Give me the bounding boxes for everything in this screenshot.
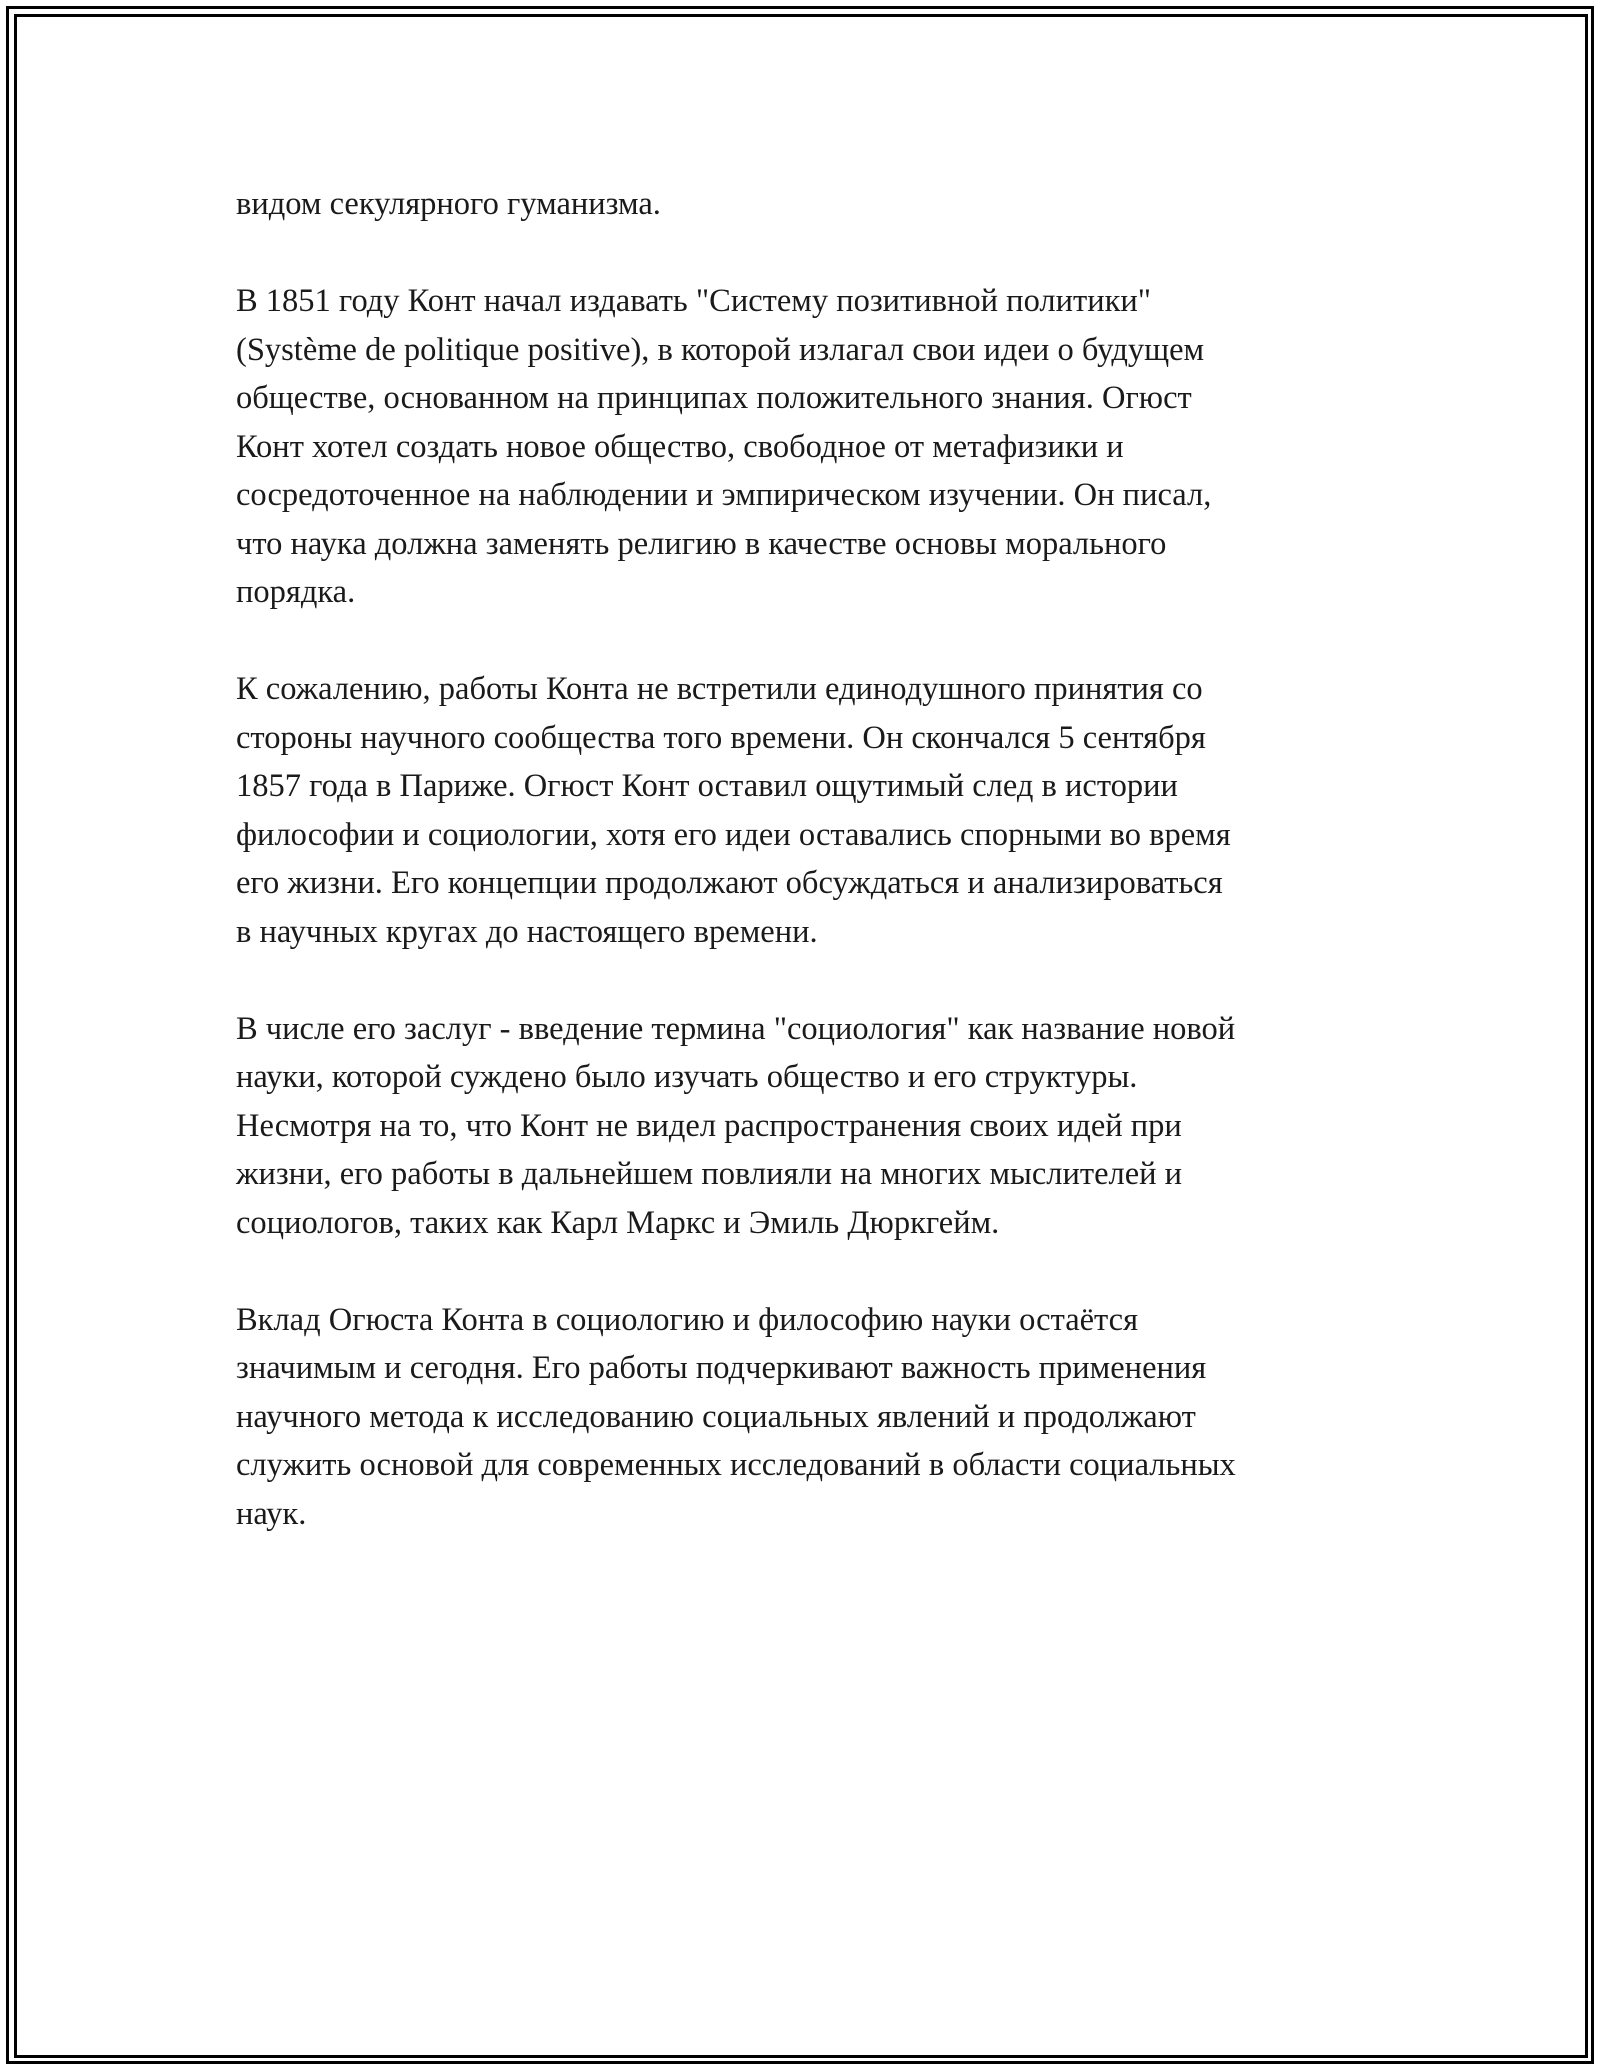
- paragraph-2: В 1851 году Конт начал издавать "Систему позитивной политики" (Système de politique positive), в которой излагал свои идеи о будущем обществе, основанном на принципах положительного знания. Огюст Конт хотел создать новое общество, свободное от метафизики и сосредоточенное на наблюдении и эмпирическом изучении. Он писал, что наука должна заменять религию в качестве основы морального порядка.: [236, 283, 1212, 610]
- paragraph-5: Вклад Огюста Конта в социологию и философию науки остаётся значимым и сегодня. Его работы подчеркивают важность применения научного метода к исследованию социальных явлений и продолжают служить основой для современных исследований в области социальных наук.: [236, 1301, 1236, 1532]
- paragraph-1: видом секулярного гуманизма.: [236, 186, 661, 222]
- paragraph-4: В числе его заслуг - введение термина "социология" как название новой науки, которой суждено было изучать общество и его структуры. Несмотря на то, что Конт не видел распространения своих идей при жизни, его работы в дальнейшем повлияли на многих мыслителей и социологов, таких как Карл Маркс и Эмиль Дюркгейм.: [236, 1010, 1236, 1241]
- paragraph-3: К сожалению, работы Конта не встретили единодушного принятия со стороны научного сообщества того времени. Он скончался 5 сентября 1857 года в Париже. Огюст Конт оставил ощутимый след в истории философии и социологии, хотя его идеи оставались спорными во время его жизни. Его концепции продолжают обсуждаться и анализироваться в научных кругах до настоящего времени.: [236, 671, 1231, 950]
- document-body: [236, 180, 1396, 1587]
